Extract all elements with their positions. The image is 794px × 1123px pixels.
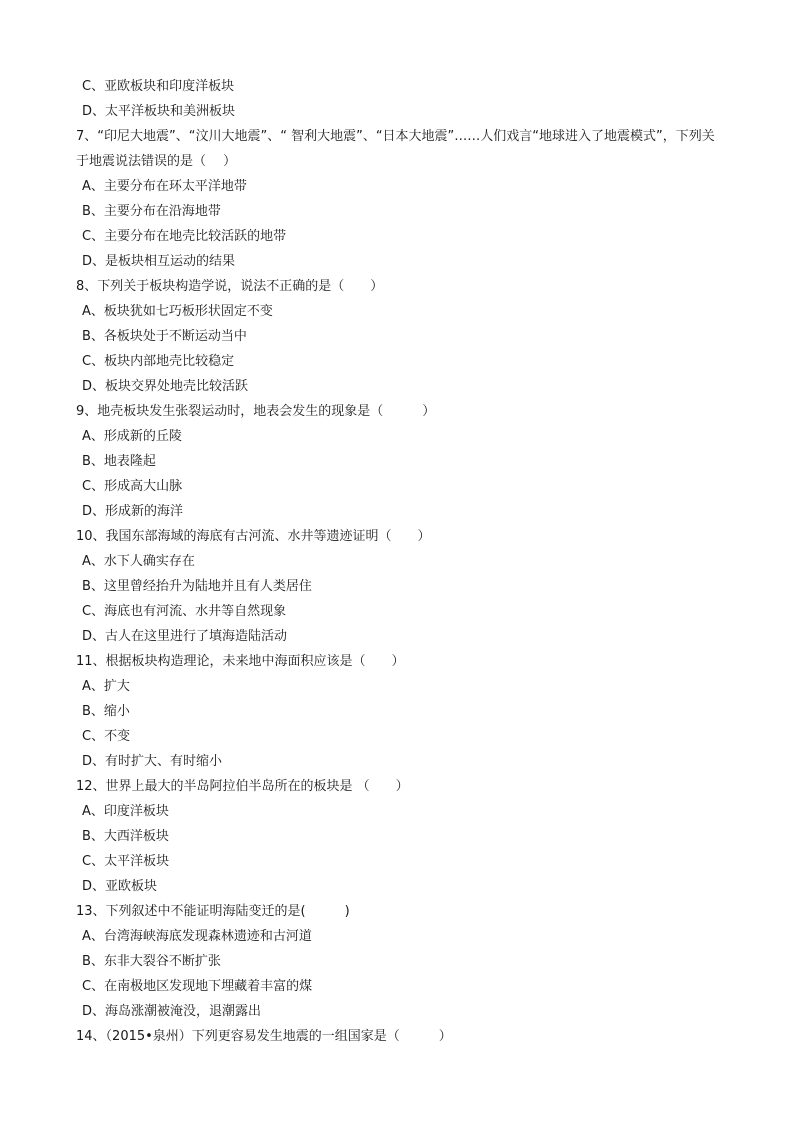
option-q12-b: B、大西洋板块 — [82, 829, 169, 844]
question-14-stem: 14、（2015•泉州）下列更容易发生地震的一组国家是（ ） — [76, 1029, 452, 1044]
option-q7-d: D、是板块相互运动的结果 — [82, 254, 236, 269]
question-10-stem: 10、我国东部海域的海底有古河流、水井等遗迹证明（ ） — [76, 529, 431, 544]
question-13-stem: 13、下列叙述中不能证明海陆变迁的是( ) — [76, 904, 350, 919]
option-q10-c: C、海底也有河流、水井等自然现象 — [82, 604, 287, 619]
option-q8-c: C、板块内部地壳比较稳定 — [82, 354, 235, 369]
question-11-stem: 11、根据板块构造理论，未来地中海面积应该是（ ） — [76, 654, 405, 669]
option-q13-d: D、海岛涨潮被淹没，退潮露出 — [82, 1004, 262, 1019]
question-list — [76, 74, 726, 1049]
option-q11-d: D、有时扩大、有时缩小 — [82, 754, 223, 769]
option-q13-b: B、东非大裂谷不断扩张 — [82, 954, 221, 969]
option-q7-b: B、主要分布在沿海地带 — [82, 204, 221, 219]
option-q9-d: D、形成新的海洋 — [82, 504, 184, 519]
option-q12-c: C、太平洋板块 — [82, 854, 170, 869]
question-9-stem: 9、地壳板块发生张裂运动时，地表会发生的现象是（ ） — [76, 404, 436, 419]
option-q11-a: A、扩大 — [82, 679, 130, 694]
option-q9-a: A、形成新的丘陵 — [82, 429, 182, 444]
option-q11-c: C、不变 — [82, 729, 131, 744]
option-q13-a: A、台湾海峡海底发现森林遗迹和古河道 — [82, 929, 312, 944]
option-q6-d: D、太平洋板块和美洲板块 — [82, 104, 236, 119]
option-q12-d: D、亚欧板块 — [82, 879, 158, 894]
option-q8-a: A、板块犹如七巧板形状固定不变 — [82, 304, 273, 319]
question-8-stem: 8、下列关于板块构造学说，说法不正确的是（ ） — [76, 279, 384, 294]
option-q10-a: A、水下人确实存在 — [82, 554, 195, 569]
option-q9-b: B、地表隆起 — [82, 454, 156, 469]
option-q6-c: C、亚欧板块和印度洋板块 — [82, 79, 235, 94]
option-q13-c: C、在南极地区发现地下埋藏着丰富的煤 — [82, 979, 313, 994]
option-q12-a: A、印度洋板块 — [82, 804, 169, 819]
option-q8-d: D、板块交界处地壳比较活跃 — [82, 379, 249, 394]
option-q7-c: C、主要分布在地壳比较活跃的地带 — [82, 229, 287, 244]
option-q11-b: B、缩小 — [82, 704, 130, 719]
option-q10-d: D、古人在这里进行了填海造陆活动 — [82, 629, 288, 644]
option-q9-c: C、形成高大山脉 — [82, 479, 183, 494]
question-7-stem: 7、“印尼大地震”、“汶川大地震”、“ 智利大地震”、“日本大地震”……人们戏言“地球进入了地震模式”，下列关于地震说法错误的是（ ） — [76, 129, 715, 169]
option-q7-a: A、主要分布在环太平洋地带 — [82, 179, 247, 194]
option-q10-b: B、这里曾经抬升为陆地并且有人类居住 — [82, 579, 312, 594]
question-12-stem: 12、世界上最大的半岛阿拉伯半岛所在的板块是 （ ） — [76, 779, 409, 794]
option-q8-b: B、各板块处于不断运动当中 — [82, 329, 247, 344]
